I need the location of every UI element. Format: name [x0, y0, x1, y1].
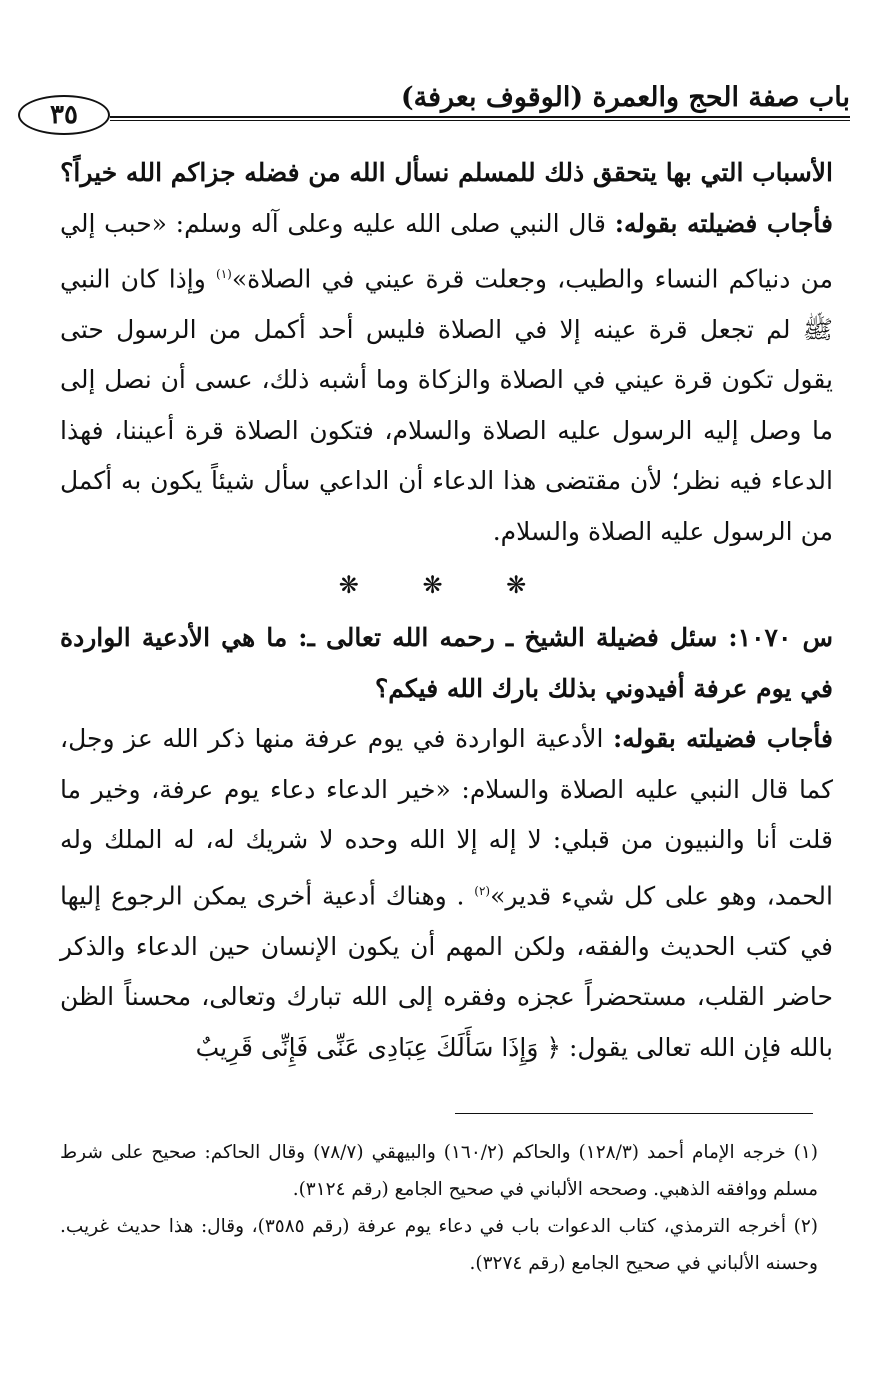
footnote-1: (١) خرجه الإمام أحمد (١٢٨/٣) والحاكم (١٦٠/٢) والبيهقي (٧٨/٧) وقال الحاكم: صحيح على شرط مسلم ووافقه الذهبي. وصححه الألباني في صحيح الجامع (رقم ٣١٢٤). — [60, 1142, 818, 1200]
answer-text-2-rest: . وهناك أدعية أخرى يمكن الرجوع إليها في كتب الحديث والفقه، ولكن المهم أن يكون الإنسان حين الدعاء والذكر حاضر القلب، مستحضراً عجزه وفقره إلى الله تبارك وتعالى، محسناً الظن بالله فإن الله تعالى يقول: ﴿ وَإِذَا سَأَلَكَ عِبَادِى عَنِّى فَإِنِّى قَرِيبٌ — [60, 881, 833, 1062]
question-1070: س ١٠٧٠: سئل فضيلة الشيخ ـ رحمه الله تعالى ـ: ما هي الأدعية الواردة في يوم عرفة أفيدوني بذلك بارك الله فيكم؟ — [60, 623, 833, 703]
chapter-title: باب صفة الحج والعمرة (الوقوف بعرفة) — [400, 82, 850, 113]
footnote-2: (٢) أخرجه الترمذي، كتاب الدعوات باب في دعاء يوم عرفة (رقم ٣٥٨٥)، وقال: هذا حديث غريب. وحسنه الألباني في صحيح الجامع (رقم ٣٢٧٤). — [60, 1216, 818, 1274]
answer-text-rest: وإذا كان النبي ﷺ لم تجعل قرة عينه إلا في الصلاة فليس أحد أكمل من الرسول حتى يقول تكون قرة عيني في الصلاة والزكاة وما أشبه ذلك، عسى أن نصل إلى ما وصل إليه الرسول عليه الصلاة والسلام، فتكون الصلاة قرة أعيننا، فهذا الدعاء فيه نظر؛ لأن مقتضى هذا الدعاء أن الداعي سأل شيئاً يكون به أكمل من الرسول عليه الصلاة والسلام. — [60, 264, 833, 546]
answer-paragraph-2 — [60, 714, 833, 1073]
answer-paragraph-1 — [60, 199, 833, 558]
question-continuation: الأسباب التي بها يتحقق ذلك للمسلم نسأل الله من فضله جزاكم الله خيراً؟ — [60, 158, 833, 187]
footnote-separator — [455, 1113, 813, 1114]
answer-lead-2: فأجاب فضيلته بقوله: — [613, 724, 833, 754]
header-rule-thin — [110, 120, 850, 121]
footnote-ref-2: (٢) — [474, 883, 491, 898]
page-number: ٣٥ — [18, 95, 110, 135]
main-text — [60, 148, 833, 1073]
answer-text: قال النبي صلى الله عليه وعلى آله وسلم: «حبب إلي من دنياكم النساء والطيب، وجعلت قرة عيني في الصلاة» — [60, 208, 833, 294]
answer-lead: فأجاب فضيلته بقوله: — [614, 208, 833, 238]
page-header — [15, 76, 850, 131]
section-divider: ❋ ❋ ❋ — [338, 571, 555, 600]
answer-text-2: الأدعية الواردة في يوم عرفة منها ذكر الله عز وجل، كما قال النبي عليه الصلاة والسلام: «خير الدعاء دعاء يوم عرفة، وخير ما قلت أنا والنبيون من قبلي: لا إله إلا الله وحده لا شريك له، له الملك وله الحمد، وهو على كل شيء قدير» — [60, 724, 833, 911]
footnote-ref-1: (١) — [216, 267, 232, 281]
footnotes — [60, 1134, 818, 1282]
header-rule — [110, 116, 850, 118]
